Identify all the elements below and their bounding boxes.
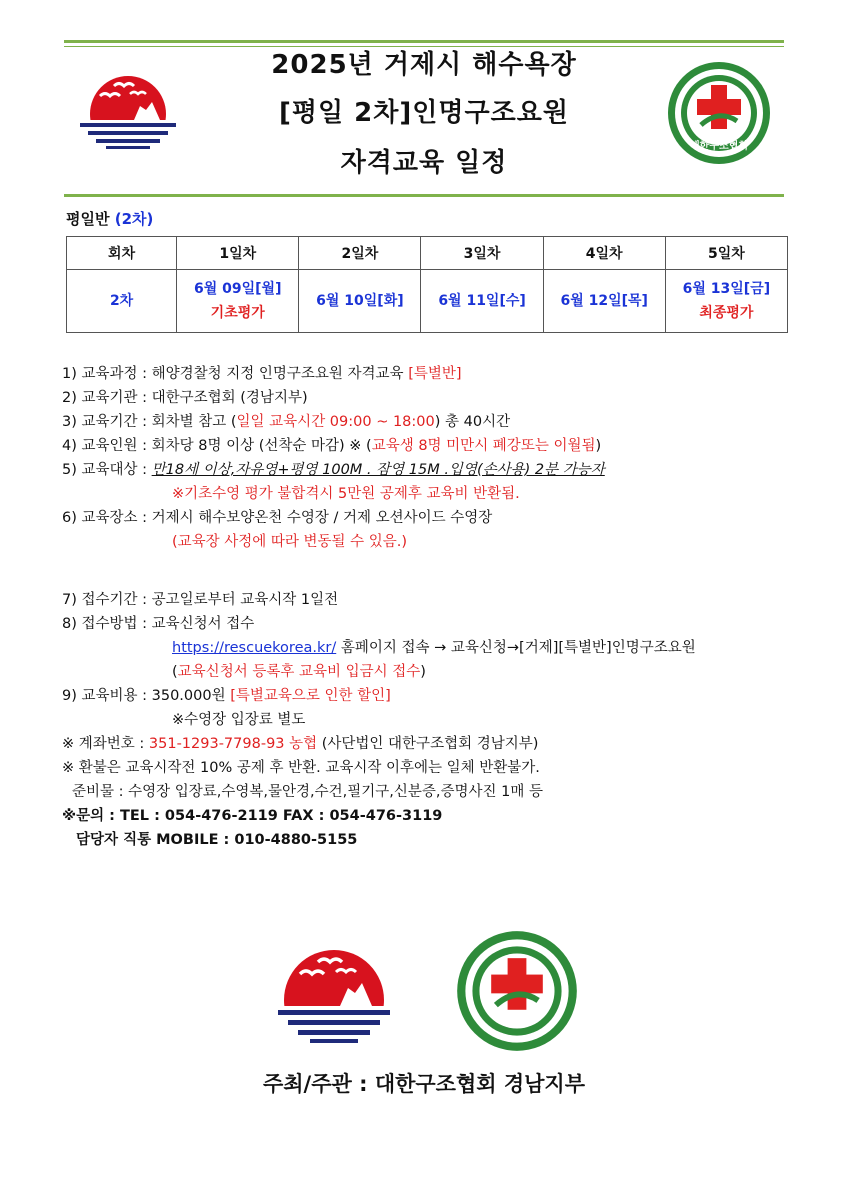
day-date: 6월 10일[화]	[299, 270, 421, 333]
account-number: 351-1293-7798-93 농협	[148, 736, 318, 752]
spacer	[62, 554, 802, 588]
info-item-period	[62, 410, 802, 434]
info-text: ※ 계좌번호 :	[62, 736, 149, 752]
title-line-1: 2025년 거제시 해수욕장	[271, 50, 577, 80]
header-cell: 5일차	[665, 237, 787, 270]
header-rule-bottom	[64, 194, 784, 197]
info-item-mobile: 담당자 직통 MOBILE : 010-4880-5155	[76, 832, 358, 848]
info-item-fee-note: ※수영장 입장료 별도	[172, 712, 306, 728]
info-highlight: 교육생 8명 미만시 폐강또는 이월됨	[371, 438, 596, 454]
day-cell	[177, 270, 299, 333]
kra-seal-bottom	[456, 930, 578, 1056]
info-text: 4) 교육인원 : 회차당 8명 이상 (선착순 마감) ※ (	[62, 438, 372, 454]
info-item-target	[62, 458, 802, 482]
info-list	[62, 362, 802, 852]
info-highlight: [특별교육으로 인한 할인]	[230, 688, 391, 704]
info-text: ) 총 40시간	[434, 414, 511, 430]
info-text: 9) 교육비용 : 350.000원	[62, 688, 231, 704]
schedule-label-round: (2차)	[114, 210, 154, 228]
info-highlight: 교육신청서 등록후 교육비 입금시 접수	[177, 664, 421, 680]
kra-seal-bottom-text: 대한구조협회	[690, 141, 748, 152]
day-cell	[665, 270, 787, 333]
info-text: 홈페이지 접속 → 교육신청→[거제][특별반]인명구조요원	[336, 640, 696, 656]
kra-seal-icon	[456, 930, 578, 1052]
info-item-registration-link-row	[62, 636, 802, 660]
info-text: 5) 교육대상 :	[62, 462, 152, 478]
schedule-body-row	[67, 270, 788, 333]
header-rule-top	[64, 40, 784, 43]
title-line-2: [평일 2차]인명구조요원	[279, 98, 569, 128]
info-requirement: 만18세 이상,자유영+평영 100M . 잠영 15M .입영(손사용) 2분 가능자	[151, 462, 605, 478]
info-text: (사단법인 대한구조협회 경남지부)	[317, 736, 539, 752]
header-cell: 1일차	[177, 237, 299, 270]
info-highlight: [특별반]	[408, 366, 462, 382]
day-note: 최종평가	[699, 305, 754, 321]
header-cell: 2일차	[299, 237, 421, 270]
geoje-sun-logo-bottom-icon	[276, 944, 392, 1048]
header-cell: 회차	[67, 237, 177, 270]
info-item-registration-method: 8) 접수방법 : 교육신청서 접수	[62, 616, 255, 632]
info-item-course	[62, 362, 802, 386]
organizer-footer: 주최/주관 : 대한구조협회 경남지부	[262, 1072, 585, 1096]
info-item-registration-note	[62, 660, 802, 684]
day-date: 6월 12일[목]	[543, 270, 665, 333]
kra-seal-top	[667, 61, 771, 169]
info-text: (	[172, 664, 178, 680]
day-date: 6월 11일[수]	[421, 270, 543, 333]
info-item-refund: ※ 환불은 교육시작전 10% 공제 후 반환. 교육시작 이후에는 일체 반환불가.	[62, 760, 540, 776]
schedule-label	[66, 208, 153, 229]
info-item-capacity	[62, 434, 802, 458]
info-item-target-note: ※기초수영 평가 불합격시 5만원 공제후 교육비 반환됨.	[172, 486, 520, 502]
schedule-table	[66, 236, 788, 333]
info-item-preparation: 준비물 : 수영장 입장료,수영복,물안경,수건,필기구,신분증,증명사진 1매 등	[72, 784, 544, 800]
day-date: 6월 13일[금]	[682, 281, 771, 297]
info-item-registration-period: 7) 접수기간 : 공고일로부터 교육시작 1일전	[62, 592, 339, 608]
info-item-fee	[62, 684, 802, 708]
info-text: )	[420, 664, 426, 680]
header-cell: 3일차	[421, 237, 543, 270]
info-item-account	[62, 732, 802, 756]
info-item-venue-note: (교육장 사정에 따라 변동될 수 있음.)	[172, 534, 408, 550]
info-text: 3) 교육기간 : 회차별 참고 (	[62, 414, 237, 430]
header-cell: 4일차	[543, 237, 665, 270]
day-date: 6월 09일[월]	[194, 281, 282, 297]
info-item-contact: ※문의 : TEL : 054-476-2119 FAX : 054-476-3119	[62, 808, 443, 824]
info-item-institution: 2) 교육기관 : 대한구조협회 (경남지부)	[62, 390, 308, 406]
geoje-sun-logo-icon	[78, 72, 178, 152]
info-item-venue: 6) 교육장소 : 거제시 해수보양온천 수영장 / 거제 오션사이드 수영장	[62, 510, 493, 526]
day-note: 기초평가	[210, 305, 265, 321]
info-text: )	[595, 438, 602, 454]
info-highlight: 일일 교육시간 09:00 ~ 18:00	[236, 414, 435, 430]
schedule-label-prefix: 평일반	[66, 210, 110, 228]
info-text: 1) 교육과정 : 해양경찰청 지정 인명구조요원 자격교육	[62, 366, 409, 382]
title-line-3: 자격교육 일정	[340, 148, 508, 178]
round-cell: 2차	[67, 270, 177, 333]
schedule-header-row	[67, 237, 788, 270]
homepage-link[interactable]: https://rescuekorea.kr/	[172, 640, 337, 656]
